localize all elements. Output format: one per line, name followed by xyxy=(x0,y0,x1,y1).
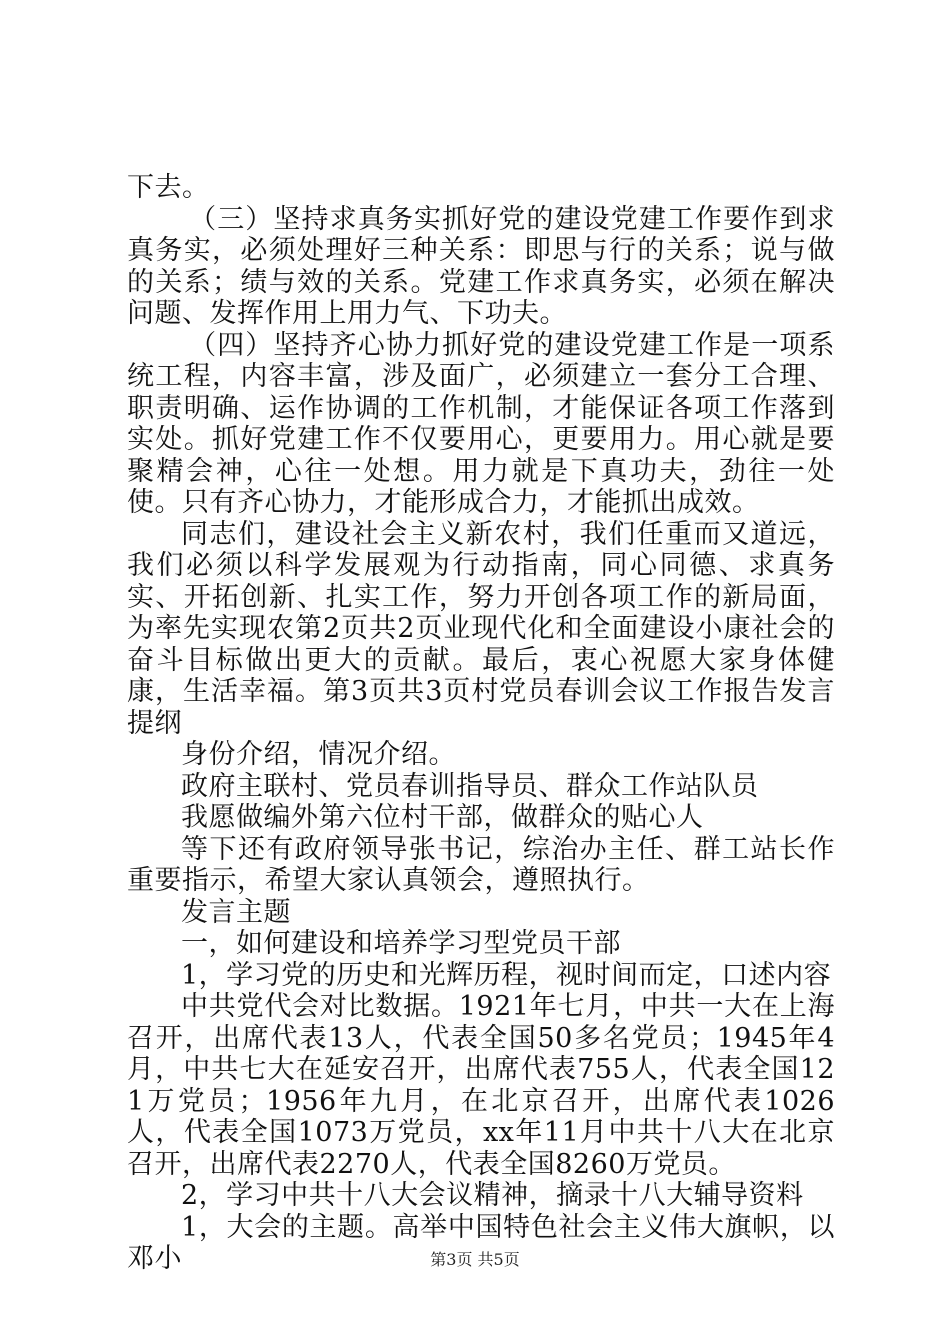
paragraph-speech-topic: 发言主题 xyxy=(181,896,291,928)
paragraph-section-four: （四）坚持齐心协力抓好党的建设党建工作是一项系统工程，内容丰富，涉及面广，必须建立一套分工合理、职责明确、运作协调的工作机制，才能保证各项工作落到实处。抓好党建工作不仅要用心，更要用力。用心就是要聚精会神，心往一处想。用力就是下真功夫，劲往一处使。只有齐心协力，才能形成合力，才能抓出成效。 xyxy=(127,329,835,518)
paragraph-identity-intro: 身份介绍，情况介绍。 xyxy=(181,739,456,770)
paragraph-item-history: 1，学习党的历史和光辉历程，视时间而定，口述内容 xyxy=(181,959,832,991)
paragraph-congress-data: 中共党代会对比数据。1921年七月，中共一大在上海召开，出席代表13人，代表全国50多名党员；1945年4月，中共七大在延安召开，出席代表755人，代表全国121万党员；1956年九月，在北京召开，出席代表1026人，代表全国1073万党员，xx年11月中共十八大在北京召开，出席代表2270人，代表全国8260万党员。 xyxy=(127,991,835,1180)
paragraph-continuation: 下去。 xyxy=(127,172,210,203)
paragraph-closing-remarks: 同志们，建设社会主义新农村，我们任重而又道远，我们必须以科学发展观为行动指南，同心同德、求真务实、开拓创新、扎实工作，努力开创各项工作的新局面，为率先实现农第2页共2页业现代化和全面建设小康社会的奋斗目标做出更大的贡献。最后，衷心祝愿大家身体健康，生活幸福。第3页共3页村党员春训会议工作报告发言提纲 xyxy=(127,518,835,739)
paragraph-roles: 政府主联村、党员春训指导员、群众工作站队员 xyxy=(181,770,759,802)
paragraph-section-three: （三）坚持求真务实抓好党的建设党建工作要作到求真务实，必须处理好三种关系：即思与行的关系；说与做的关系；绩与效的关系。党建工作求真务实，必须在解决问题、发挥作用上用力气、下功夫。 xyxy=(127,203,835,329)
paragraph-leaders-instructions: 等下还有政府领导张书记，综治办主任、群工站长作重要指示，希望大家认真领会，遵照执行。 xyxy=(127,833,835,896)
paragraph-congress-theme: 1，大会的主题。高举中国特色社会主义伟大旗帜，以邓小 xyxy=(127,1211,835,1274)
paragraph-topic-one: 一，如何建设和培养学习型党员干部 xyxy=(181,928,621,959)
page-footer: 第3页 共5页 xyxy=(430,1250,520,1269)
document-body xyxy=(127,172,835,1275)
paragraph-item-eighteenth-congress: 2，学习中共十八大会议精神，摘录十八大辅导资料 xyxy=(181,1180,804,1211)
paragraph-village-cadre: 我愿做编外第六位村干部，做群众的贴心人 xyxy=(181,802,704,833)
